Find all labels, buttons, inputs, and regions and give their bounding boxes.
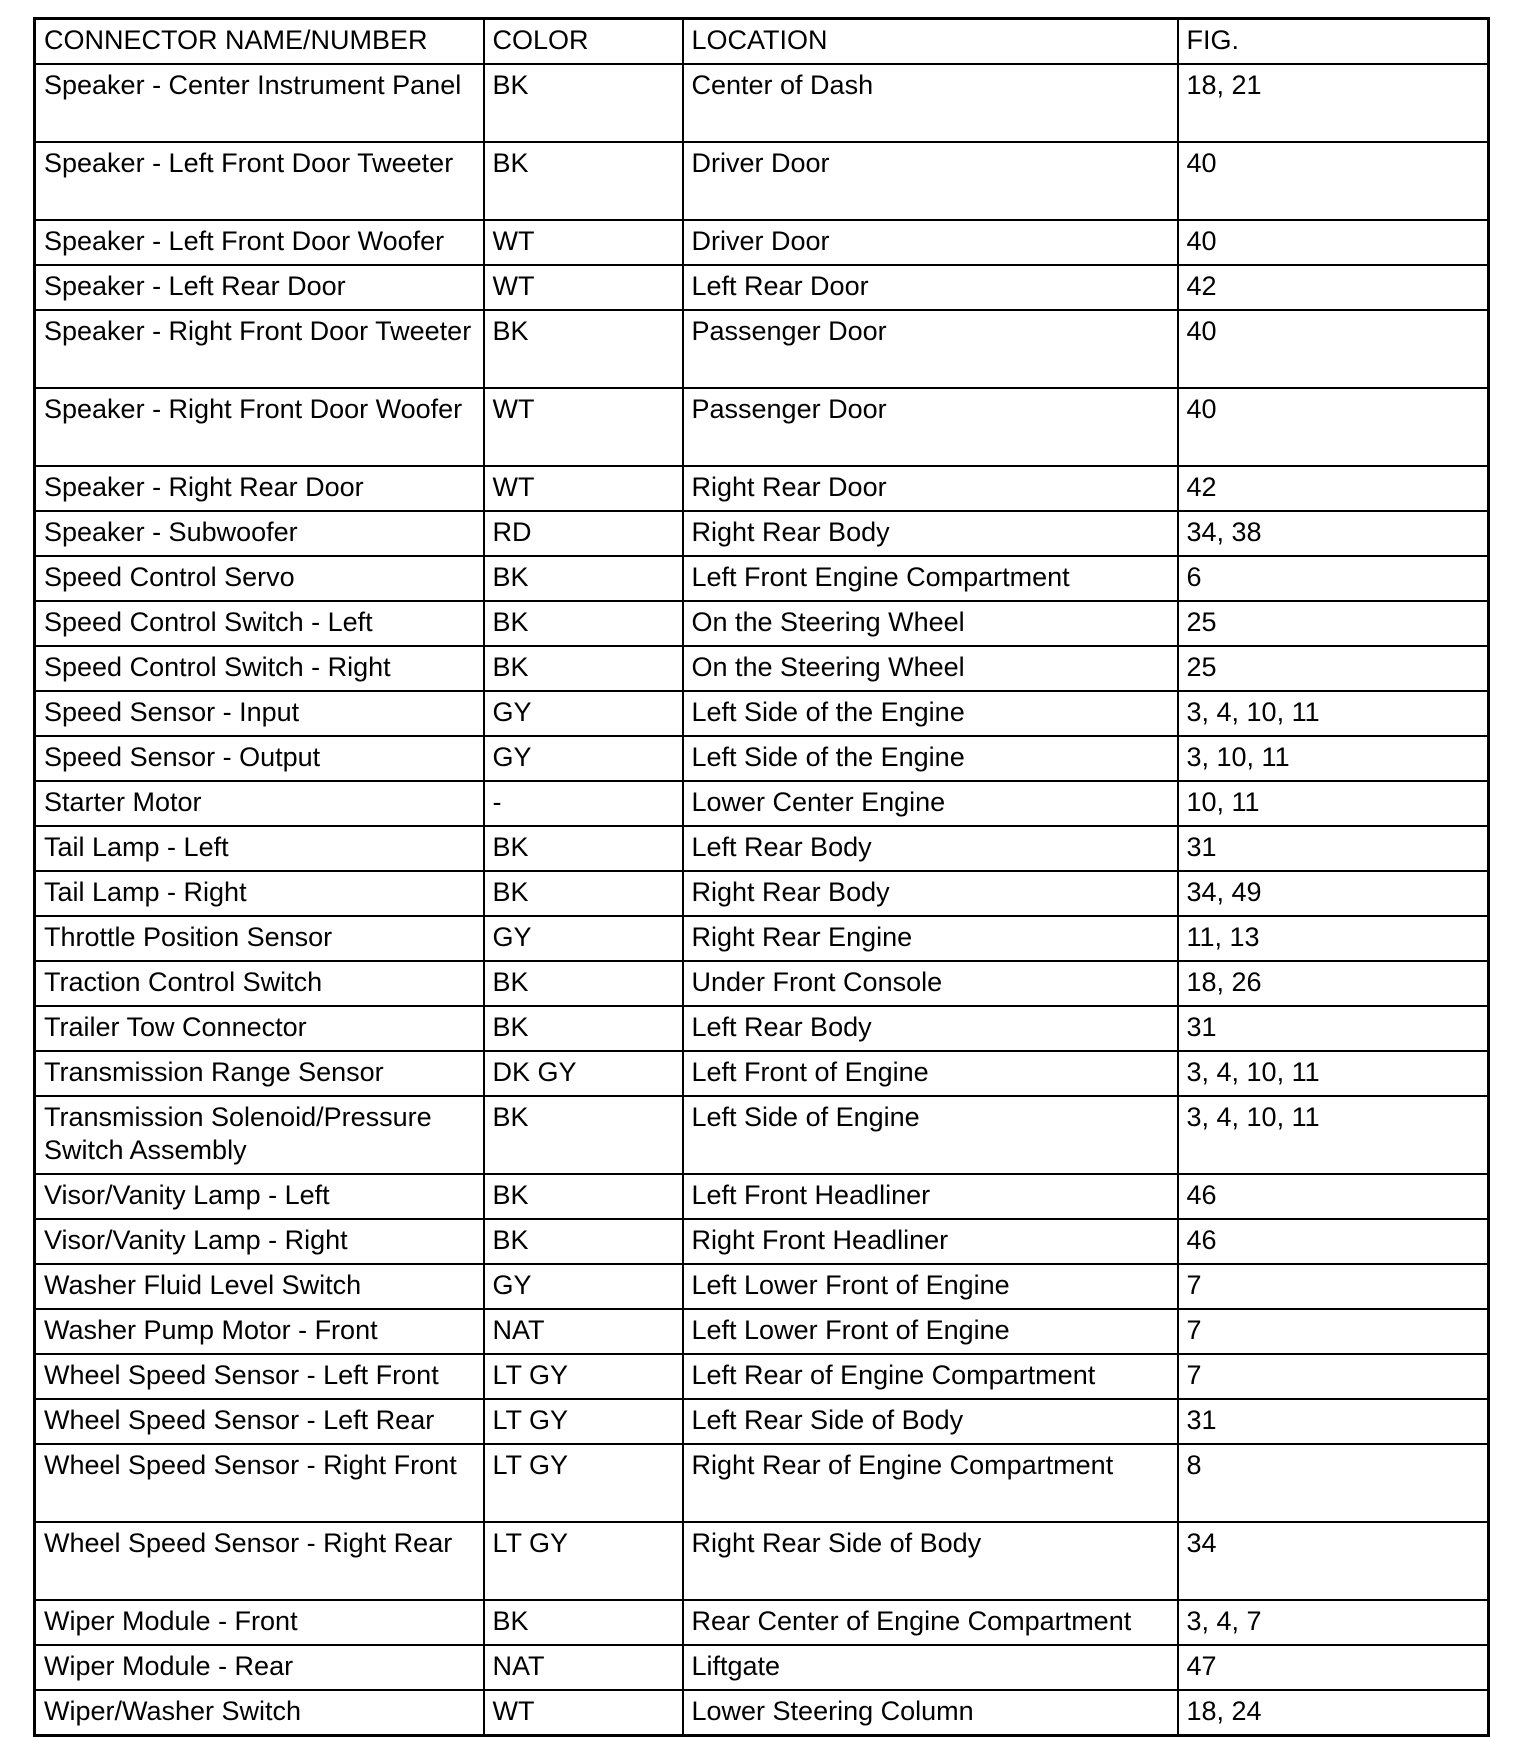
cell-color: GY xyxy=(484,916,683,961)
cell-connector-name: Washer Fluid Level Switch xyxy=(35,1264,484,1309)
table-row xyxy=(35,142,1489,220)
connector-table xyxy=(33,17,1490,1737)
cell-connector-name: Transmission Solenoid/Pressure Switch Assembly xyxy=(35,1096,484,1174)
table-row xyxy=(35,1600,1489,1645)
table-row xyxy=(35,1444,1489,1522)
cell-fig: 3, 10, 11 xyxy=(1178,736,1489,781)
cell-location: Right Rear Engine xyxy=(683,916,1178,961)
cell-color: NAT xyxy=(484,1309,683,1354)
cell-location: Center of Dash xyxy=(683,64,1178,142)
cell-location: Driver Door xyxy=(683,220,1178,265)
table-row xyxy=(35,961,1489,1006)
cell-color: BK xyxy=(484,310,683,388)
cell-connector-name: Washer Pump Motor - Front xyxy=(35,1309,484,1354)
cell-location: Left Rear Side of Body xyxy=(683,1399,1178,1444)
cell-connector-name: Traction Control Switch xyxy=(35,961,484,1006)
cell-connector-name: Visor/Vanity Lamp - Right xyxy=(35,1219,484,1264)
table-row xyxy=(35,691,1489,736)
header-fig: FIG. xyxy=(1178,19,1489,65)
cell-connector-name: Wheel Speed Sensor - Left Rear xyxy=(35,1399,484,1444)
table-row xyxy=(35,1051,1489,1096)
cell-location: Lower Center Engine xyxy=(683,781,1178,826)
table-row xyxy=(35,1354,1489,1399)
cell-fig: 8 xyxy=(1178,1444,1489,1522)
cell-color: BK xyxy=(484,961,683,1006)
cell-color: NAT xyxy=(484,1645,683,1690)
table-row xyxy=(35,1309,1489,1354)
cell-color: DK GY xyxy=(484,1051,683,1096)
cell-fig: 11, 13 xyxy=(1178,916,1489,961)
cell-color: BK xyxy=(484,826,683,871)
table-row xyxy=(35,646,1489,691)
cell-color: LT GY xyxy=(484,1444,683,1522)
cell-location: Liftgate xyxy=(683,1645,1178,1690)
cell-color: GY xyxy=(484,1264,683,1309)
table-row xyxy=(35,556,1489,601)
cell-connector-name: Starter Motor xyxy=(35,781,484,826)
cell-location: On the Steering Wheel xyxy=(683,646,1178,691)
cell-fig: 18, 26 xyxy=(1178,961,1489,1006)
cell-location: Left Front of Engine xyxy=(683,1051,1178,1096)
cell-color: BK xyxy=(484,1096,683,1174)
cell-fig: 40 xyxy=(1178,388,1489,466)
cell-color: WT xyxy=(484,388,683,466)
cell-connector-name: Trailer Tow Connector xyxy=(35,1006,484,1051)
cell-location: Under Front Console xyxy=(683,961,1178,1006)
cell-color: BK xyxy=(484,64,683,142)
cell-connector-name: Speaker - Left Front Door Tweeter xyxy=(35,142,484,220)
cell-connector-name: Wiper Module - Front xyxy=(35,1600,484,1645)
cell-color: WT xyxy=(484,466,683,511)
table-row xyxy=(35,1522,1489,1600)
cell-location: Right Rear Door xyxy=(683,466,1178,511)
header-color: COLOR xyxy=(484,19,683,65)
table-row xyxy=(35,1006,1489,1051)
cell-color: LT GY xyxy=(484,1399,683,1444)
cell-fig: 10, 11 xyxy=(1178,781,1489,826)
table-row xyxy=(35,1219,1489,1264)
cell-color: LT GY xyxy=(484,1354,683,1399)
cell-fig: 7 xyxy=(1178,1354,1489,1399)
table-row xyxy=(35,265,1489,310)
cell-connector-name: Throttle Position Sensor xyxy=(35,916,484,961)
table-row xyxy=(35,466,1489,511)
cell-fig: 42 xyxy=(1178,265,1489,310)
cell-fig: 42 xyxy=(1178,466,1489,511)
cell-fig: 40 xyxy=(1178,310,1489,388)
table-row xyxy=(35,511,1489,556)
cell-location: Left Front Engine Compartment xyxy=(683,556,1178,601)
cell-color: BK xyxy=(484,556,683,601)
cell-location: Right Rear of Engine Compartment xyxy=(683,1444,1178,1522)
cell-connector-name: Speed Control Switch - Left xyxy=(35,601,484,646)
cell-fig: 3, 4, 10, 11 xyxy=(1178,691,1489,736)
cell-color: GY xyxy=(484,691,683,736)
cell-connector-name: Tail Lamp - Right xyxy=(35,871,484,916)
table-row xyxy=(35,220,1489,265)
cell-location: Lower Steering Column xyxy=(683,1690,1178,1736)
cell-color: WT xyxy=(484,265,683,310)
cell-color: BK xyxy=(484,1600,683,1645)
cell-color: - xyxy=(484,781,683,826)
cell-color: WT xyxy=(484,220,683,265)
cell-connector-name: Speaker - Left Rear Door xyxy=(35,265,484,310)
cell-connector-name: Wheel Speed Sensor - Right Front xyxy=(35,1444,484,1522)
table-row xyxy=(35,1399,1489,1444)
cell-location: Left Rear of Engine Compartment xyxy=(683,1354,1178,1399)
cell-connector-name: Visor/Vanity Lamp - Left xyxy=(35,1174,484,1219)
table-row xyxy=(35,64,1489,142)
header-location: LOCATION xyxy=(683,19,1178,65)
cell-connector-name: Wiper Module - Rear xyxy=(35,1645,484,1690)
cell-connector-name: Speed Control Servo xyxy=(35,556,484,601)
cell-location: Left Side of the Engine xyxy=(683,691,1178,736)
cell-location: Left Lower Front of Engine xyxy=(683,1264,1178,1309)
cell-color: BK xyxy=(484,1174,683,1219)
cell-fig: 31 xyxy=(1178,1399,1489,1444)
cell-connector-name: Speaker - Center Instrument Panel xyxy=(35,64,484,142)
cell-connector-name: Speed Sensor - Input xyxy=(35,691,484,736)
cell-location: Passenger Door xyxy=(683,388,1178,466)
cell-connector-name: Transmission Range Sensor xyxy=(35,1051,484,1096)
cell-color: LT GY xyxy=(484,1522,683,1600)
cell-connector-name: Speaker - Right Front Door Tweeter xyxy=(35,310,484,388)
cell-fig: 46 xyxy=(1178,1174,1489,1219)
table-row xyxy=(35,1174,1489,1219)
cell-connector-name: Speaker - Left Front Door Woofer xyxy=(35,220,484,265)
cell-fig: 46 xyxy=(1178,1219,1489,1264)
header-connector-name: CONNECTOR NAME/NUMBER xyxy=(35,19,484,65)
table-row xyxy=(35,1645,1489,1690)
cell-color: BK xyxy=(484,646,683,691)
cell-color: BK xyxy=(484,1219,683,1264)
table-row xyxy=(35,826,1489,871)
table-row xyxy=(35,1690,1489,1736)
cell-connector-name: Wheel Speed Sensor - Left Front xyxy=(35,1354,484,1399)
cell-fig: 40 xyxy=(1178,220,1489,265)
cell-color: BK xyxy=(484,142,683,220)
cell-fig: 47 xyxy=(1178,1645,1489,1690)
table-row xyxy=(35,916,1489,961)
cell-fig: 25 xyxy=(1178,601,1489,646)
cell-fig: 6 xyxy=(1178,556,1489,601)
cell-location: Rear Center of Engine Compartment xyxy=(683,1600,1178,1645)
cell-color: GY xyxy=(484,736,683,781)
table-row xyxy=(35,781,1489,826)
cell-fig: 31 xyxy=(1178,826,1489,871)
cell-connector-name: Wiper/Washer Switch xyxy=(35,1690,484,1736)
cell-fig: 7 xyxy=(1178,1264,1489,1309)
cell-connector-name: Speaker - Subwoofer xyxy=(35,511,484,556)
cell-fig: 25 xyxy=(1178,646,1489,691)
cell-location: Driver Door xyxy=(683,142,1178,220)
cell-color: RD xyxy=(484,511,683,556)
table-row xyxy=(35,1264,1489,1309)
table-row xyxy=(35,601,1489,646)
cell-location: Left Front Headliner xyxy=(683,1174,1178,1219)
cell-fig: 3, 4, 10, 11 xyxy=(1178,1096,1489,1174)
cell-fig: 18, 21 xyxy=(1178,64,1489,142)
table-row xyxy=(35,871,1489,916)
cell-connector-name: Speaker - Right Rear Door xyxy=(35,466,484,511)
cell-location: Left Side of the Engine xyxy=(683,736,1178,781)
cell-location: Right Front Headliner xyxy=(683,1219,1178,1264)
cell-fig: 34, 49 xyxy=(1178,871,1489,916)
cell-color: WT xyxy=(484,1690,683,1736)
cell-location: Left Rear Door xyxy=(683,265,1178,310)
cell-connector-name: Wheel Speed Sensor - Right Rear xyxy=(35,1522,484,1600)
cell-fig: 7 xyxy=(1178,1309,1489,1354)
cell-fig: 31 xyxy=(1178,1006,1489,1051)
cell-fig: 40 xyxy=(1178,142,1489,220)
cell-location: Right Rear Body xyxy=(683,511,1178,556)
cell-connector-name: Speed Control Switch - Right xyxy=(35,646,484,691)
cell-connector-name: Speed Sensor - Output xyxy=(35,736,484,781)
cell-location: Passenger Door xyxy=(683,310,1178,388)
cell-fig: 3, 4, 7 xyxy=(1178,1600,1489,1645)
cell-color: BK xyxy=(484,871,683,916)
table-row xyxy=(35,388,1489,466)
cell-location: Left Rear Body xyxy=(683,1006,1178,1051)
cell-connector-name: Speaker - Right Front Door Woofer xyxy=(35,388,484,466)
cell-color: BK xyxy=(484,601,683,646)
cell-fig: 18, 24 xyxy=(1178,1690,1489,1736)
table-row xyxy=(35,736,1489,781)
cell-location: Left Rear Body xyxy=(683,826,1178,871)
cell-connector-name: Tail Lamp - Left xyxy=(35,826,484,871)
table-row xyxy=(35,310,1489,388)
cell-location: Left Side of Engine xyxy=(683,1096,1178,1174)
cell-location: On the Steering Wheel xyxy=(683,601,1178,646)
cell-color: BK xyxy=(484,1006,683,1051)
cell-location: Right Rear Body xyxy=(683,871,1178,916)
cell-location: Left Lower Front of Engine xyxy=(683,1309,1178,1354)
header-row xyxy=(35,19,1489,65)
cell-fig: 34 xyxy=(1178,1522,1489,1600)
table-row xyxy=(35,1096,1489,1174)
cell-fig: 3, 4, 10, 11 xyxy=(1178,1051,1489,1096)
cell-fig: 34, 38 xyxy=(1178,511,1489,556)
cell-location: Right Rear Side of Body xyxy=(683,1522,1178,1600)
